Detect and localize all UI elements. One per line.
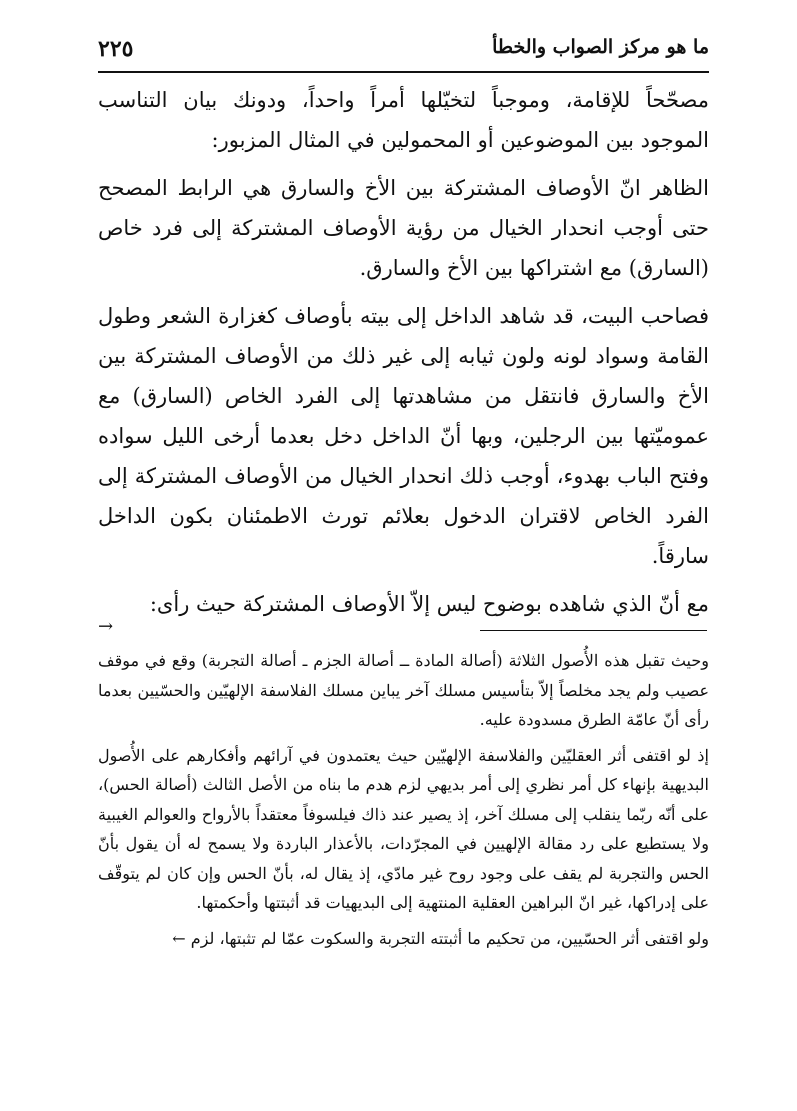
footnote-rule bbox=[480, 630, 707, 631]
footnotes bbox=[98, 646, 709, 959]
main-text bbox=[98, 80, 709, 632]
page-header bbox=[98, 30, 709, 72]
running-title: ما هو مركز الصواب والخطأ bbox=[492, 36, 709, 58]
footnote-paragraph: إذ لو اقتفى أثر العقليّين والفلاسفة الإلهيّين حيث يعتمدون في آرائهم وأفكارهم على الأُصول البديهية بإنهاء كل أمر نظري إلى أمر بديهي لزم هدم ما بناه من الأصل الثالث (أصالة الحس)، على أنّه ربّما ينقلب إلى مسلك آخر، إذ يصير عند ذاك فيلسوفاً معتقداً بالأرواح والعوالم الغيبية ولا يستطيع على رد مقالة الإلهيين في المجرّدات، بالأعذار الباردة ولا يسمح له أن يقول بأنّ الحس والتجربة لم يقف على وجود روح غير مادّي، إذ يقال له، بأنّ الحس وإن كان لم يتوقّف على إدراكها، غير انّ البراهين العقلية المنتهية إلى البديهيات قد أثبتتها وأحكمتها. bbox=[98, 745, 710, 912]
continuation-arrow-icon: → bbox=[98, 616, 114, 637]
page-number: ٢٢٥ bbox=[98, 36, 134, 62]
footnote-paragraph: وحيث تقبل هذه الأُصول الثلاثة (أصالة المادة ــ أصالة الجزم ـ أصالة التجربة) وقع في موقف عصيب ولم يجد مخلصاً إلاّ بتأسيس مسلك آخر يباين مسلك الفلاسفة الإلهيّين والحسّيين بعدما رأى أنّ عامّة الطرق مسدودة عليه. bbox=[98, 651, 709, 729]
main-paragraph: فصاحب البيت، قد شاهد الداخل إلى بيته بأوصاف كغزارة الشعر وطول القامة وسواد لونه ولون ثيابه إلى غير ذلك من الأوصاف المشتركة بين الأخ والسارق فانتقل من مشاهدتها إلى الفرد الخاص (السارق) مع عموميّتها بين الرجلين، وبها أنّ الداخل دخل بعدما أرخى الليل سواده وفتح الباب بهدوء، أوجب ذلك انحدار الخيال من الأوصاف المشتركة إلى الفرد الخاص لاقتران الدخول بعلائم تورث الاطمئنان بكون الداخل سارقاً. bbox=[98, 304, 709, 568]
main-paragraph: الظاهر انّ الأوصاف المشتركة بين الأخ والسارق هي الرابط المصحح حتى أوجب انحدار الخيال من رؤية الأوصاف المشتركة إلى فرد خاص (السارق) مع اشتراكها بين الأخ والسارق. bbox=[98, 176, 709, 280]
header-rule bbox=[98, 71, 709, 73]
footnote-paragraph: ولو اقتفى أثر الحسّيين، من تحكيم ما أثبتته التجربة والسكوت عمّا لم تثبتها، لزم ← bbox=[172, 928, 709, 948]
main-paragraph: مع أنّ الذي شاهده بوضوح ليس إلاّ الأوصاف المشتركة حيث رأى: bbox=[149, 592, 709, 616]
main-paragraph: مصحّحاً للإقامة، وموجباً لتخيّلها أمراً واحداً، ودونك بيان التناسب الموجود بين الموضوعين أو المحمولين في المثال المزبور: bbox=[98, 88, 709, 152]
